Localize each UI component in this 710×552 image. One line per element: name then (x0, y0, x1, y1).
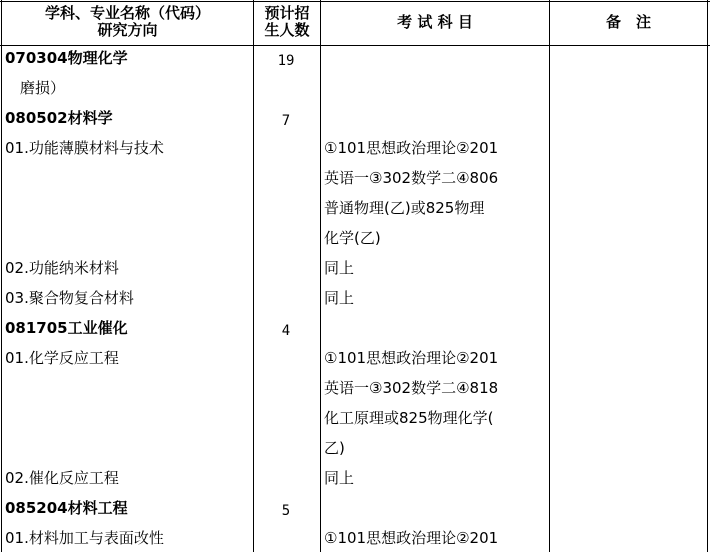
major-name: 080502材料学 (5, 109, 113, 127)
header-divider (0, 45, 710, 46)
table-border-left (1, 0, 2, 552)
exam-subjects: ①101思想政治理论②201 (324, 349, 499, 367)
research-direction: 02.功能纳米材料 (5, 259, 119, 277)
header-col-count-line2: 生人数 (264, 21, 310, 39)
header-col-count (254, 0, 320, 44)
major-name: 081705工业催化 (5, 319, 128, 337)
exam-subjects: 普通物理(乙)或825物理 (324, 199, 485, 217)
research-direction: 磨损） (20, 79, 66, 97)
research-direction: 01.功能薄膜材料与技术 (5, 139, 164, 157)
exam-subjects: ①101思想政治理论②201 (324, 529, 499, 547)
exam-subjects: ①101思想政治理论②201 (324, 139, 499, 157)
research-direction: 01.材料加工与表面改性 (5, 529, 164, 547)
exam-subjects: 化工原理或825物理化学( (324, 409, 494, 427)
research-direction: 02.催化反应工程 (5, 469, 119, 487)
research-direction: 03.聚合物复合材料 (5, 289, 134, 307)
header-col-subjects-label: 考 试 科 目 (397, 12, 473, 31)
header-col-count-line1: 预计招 (264, 4, 310, 22)
exam-subjects: 英语一③302数学二④818 (324, 379, 499, 397)
header-col-major-line1: 学科、专业名称（代码） (44, 4, 210, 22)
exam-subjects: 化学(乙) (324, 229, 381, 247)
header-col-remarks (550, 0, 707, 44)
exam-subjects: 同上 (324, 259, 355, 277)
research-direction: 01.化学反应工程 (5, 349, 119, 367)
major-name: 070304物理化学 (5, 49, 128, 67)
header-col-subjects (321, 0, 549, 44)
exam-subjects: 乙) (324, 439, 345, 457)
column-divider (253, 0, 254, 552)
column-divider (320, 0, 321, 552)
header-col-major (2, 0, 253, 44)
major-name: 085204材料工程 (5, 499, 128, 517)
header-col-remarks-label: 备 注 (605, 12, 651, 31)
exam-subjects: 同上 (324, 469, 355, 487)
enrollment-count: 7 (281, 113, 291, 129)
exam-subjects: 同上 (324, 289, 355, 307)
table-border-right (707, 0, 708, 552)
exam-subjects: 英语一③302数学二④806 (324, 169, 499, 187)
enrollment-count: 19 (277, 53, 295, 69)
enrollment-count: 5 (281, 503, 291, 519)
column-divider (549, 0, 550, 552)
header-col-major-line2: 研究方向 (97, 21, 158, 39)
enrollment-count: 4 (281, 323, 291, 339)
